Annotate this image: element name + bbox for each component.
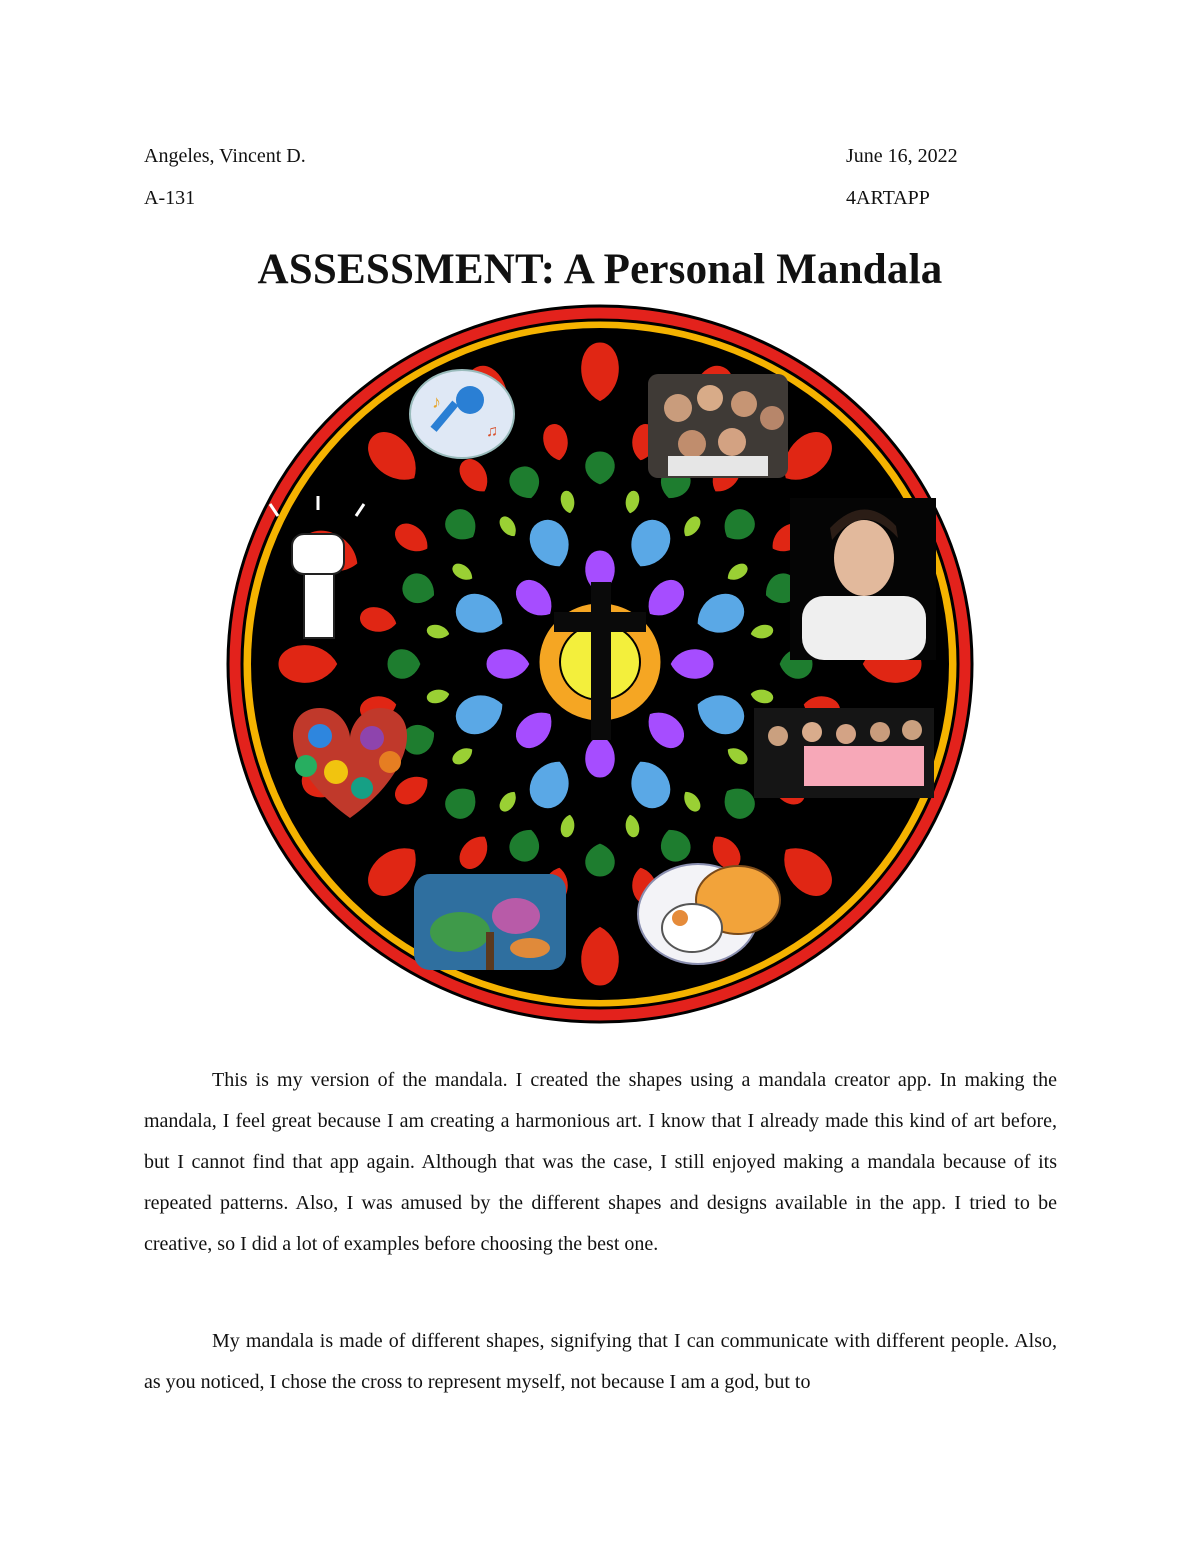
- green-leaf: [386, 648, 422, 680]
- course-code: 4ARTAPP: [846, 187, 930, 209]
- portrait-photo: [790, 498, 936, 660]
- friends-photo: [648, 374, 788, 478]
- green-leaf: [584, 842, 616, 878]
- svg-text:♫: ♫: [486, 423, 498, 440]
- body-paragraph-1: This is my version of the mandala. I created the shapes using a mandala creator app. In making the mandala, I feel great because I am creating a harmonious art. I know that I already made this kind of art before, but I cannot find that app again. Although that was the case, I still enjoyed making a mandala because of its repeated patterns. Also, I was amused by the different shapes and designs available in the app. I tried to be creative, so I did a lot of examples before choosing the best one.: [144, 1069, 1057, 1255]
- mandala-image: [226, 304, 974, 1024]
- microphone-icon: [410, 370, 514, 458]
- document-date: June 16, 2022: [846, 145, 958, 167]
- green-leaf: [584, 450, 616, 486]
- svg-text:♪: ♪: [432, 392, 441, 412]
- family-photo: [754, 708, 934, 798]
- body-paragraph-2: My mandala is made of different shapes, signifying that I can communicate with different people. Also, as you noticed, I chose the cross to represent myself, not because I am a god, but to: [144, 1330, 1057, 1393]
- author-name: Angeles, Vincent D.: [144, 145, 306, 167]
- section-code: A-131: [144, 187, 196, 209]
- painting: [414, 874, 566, 970]
- page-title: ASSESSMENT: A Personal Mandala: [257, 246, 943, 293]
